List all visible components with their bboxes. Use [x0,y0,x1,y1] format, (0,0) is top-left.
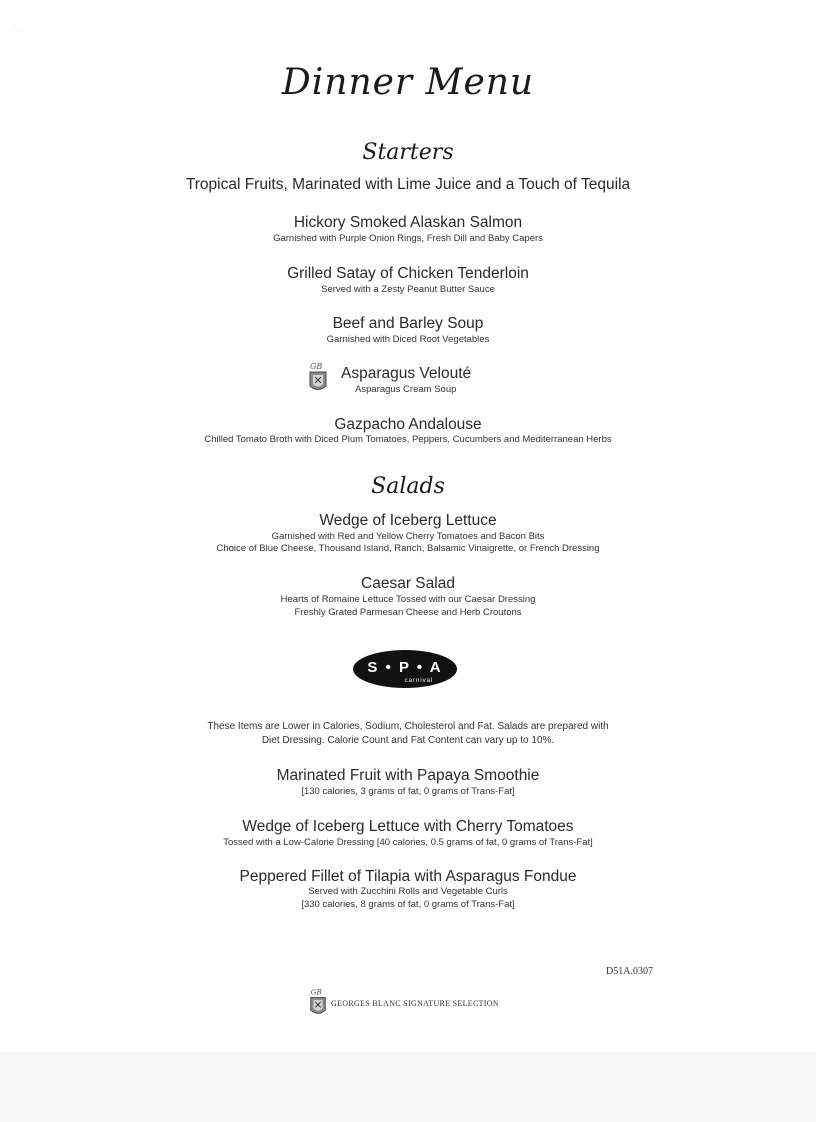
scan-speck: ˙ . [14,24,22,33]
starter-item-desc: Chilled Tomato Broth with Diced Plum Tomatoes, Peppers, Cucumbers and Mediterranean Herbs [204,434,612,445]
spa-item-desc: [330 calories, 8 grams of fat, 0 grams of Trans-Fat] [301,899,515,910]
salad-item-desc: Hearts of Romaine Lettuce Tossed with our Caesar Dressing [280,594,536,605]
starter-item-name: Gazpacho Andalouse [334,416,482,433]
starter-item-desc: Garnished with Diced Root Vegetables [326,334,490,345]
spa-item-name: Wedge of Iceberg Lettuce with Cherry Tomatoes [242,818,574,835]
georges-blanc-icon [307,360,329,394]
menu-code: D51A.0307 [606,966,653,977]
spa-item-desc: Tossed with a Low-Calorie Dressing [40 calories, 0.5 grams of fat, 0 grams of Trans-Fat] [223,837,593,848]
spa-note-line: Diet Dressing. Calorie Count and Fat Content can vary up to 10%. [261,735,555,746]
spa-item-name: Marinated Fruit with Papaya Smoothie [276,767,540,784]
starter-item-name: Hickory Smoked Alaskan Salmon [293,214,523,231]
spa-logo-text: S • P • A [367,659,443,676]
salad-item-desc: Garnished with Red and Yellow Cherry Tomatoes and Bacon Bits [271,531,545,542]
starter-item-desc: Garnished with Purple Onion Rings, Fresh Dill and Baby Capers [273,233,543,244]
starters-heading: Starters [362,140,454,165]
spa-item-desc: [130 calories, 3 grams of fat, 0 grams of Trans-Fat] [301,786,515,797]
starter-item-name: Tropical Fruits, Marinated with Lime Juice and a Touch of Tequila [185,176,631,193]
gb-mark-letters: GB [310,362,323,371]
spa-item-desc: Served with Zucchini Rolls and Vegetable Curls [308,886,508,897]
footer-text: GEORGES BLANC SIGNATURE SELECTION [331,999,499,1008]
starter-item-name: Beef and Barley Soup [332,315,484,332]
menu-title: Dinner Menu [281,62,535,103]
spa-item-name: Peppered Fillet of Tilapia with Asparagus Fondue [239,868,577,885]
gb-mark-letters: GB [310,987,322,997]
scan-bottom-band [0,1052,816,1122]
starter-item-desc: Asparagus Cream Soup [355,384,457,395]
salad-item-name: Caesar Salad [361,575,455,592]
salad-item-name: Wedge of Iceberg Lettuce [319,512,497,529]
starter-item-name: Grilled Satay of Chicken Tenderloin [287,265,529,282]
spa-note-line: These Items are Lower in Calories, Sodium, Cholesterol and Fat. Salads are prepared with [207,721,609,732]
starter-item-name: Asparagus Velouté [341,365,472,382]
starter-item-desc: Served with a Zesty Peanut Butter Sauce [321,284,495,295]
salad-item-desc: Freshly Grated Parmesan Cheese and Herb Croutons [294,607,522,618]
spa-logo-sub: carnival [404,678,434,684]
georges-blanc-icon [308,986,328,1018]
salads-heading: Salads [371,474,445,499]
spa-carnival-logo [353,650,457,688]
salad-item-desc: Choice of Blue Cheese, Thousand Island, Ranch, Balsamic Vinaigrette, or French Dressing [216,543,600,554]
